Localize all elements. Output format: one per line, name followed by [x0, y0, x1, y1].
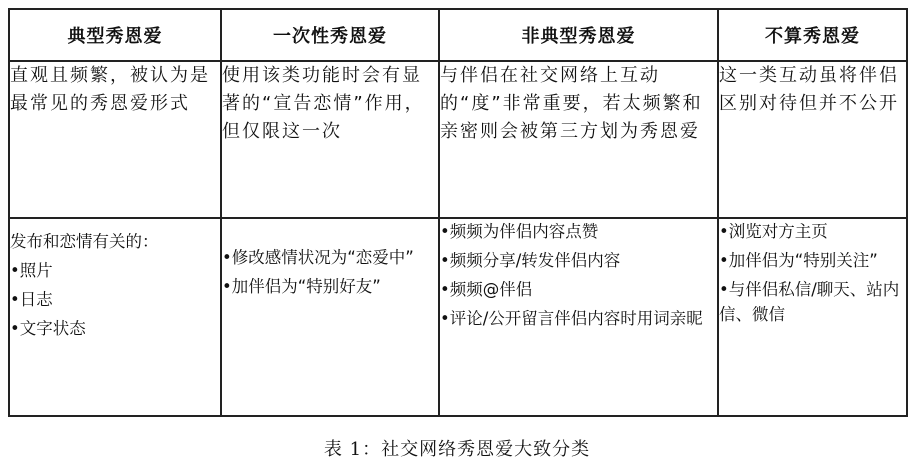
- classification-table: [8, 8, 908, 417]
- list-item: •浏览对方主页: [719, 222, 828, 241]
- description-not-counted: 这一类互动虽将伴侣区别对待但并不公开: [718, 61, 907, 218]
- table-examples-row: [9, 218, 907, 416]
- examples-atypical: [439, 218, 718, 416]
- table-header-row: [9, 9, 907, 61]
- list-item: •频频为伴侣内容点赞: [440, 222, 599, 241]
- description-one-time: 使用该类功能时会有显著的“宣告恋情”作用，但仅限这一次: [221, 61, 439, 218]
- examples-list: [440, 219, 717, 331]
- table-description-row: [9, 61, 907, 218]
- list-item: •频频@伴侣: [440, 280, 533, 299]
- table-caption: 表 1：社交网络秀恩爱大致分类: [323, 439, 591, 460]
- examples-typical: [9, 218, 221, 416]
- list-item: •加伴侣为“特别好友”: [222, 277, 381, 296]
- examples-intro: 发布和恋情有关的：: [10, 232, 159, 251]
- header-atypical: 非典型秀恩爱: [439, 9, 718, 61]
- examples-one-time: [221, 218, 439, 416]
- list-item: •文字状态: [10, 319, 86, 338]
- header-one-time: 一次性秀恩爱: [221, 9, 439, 61]
- examples-not-counted: [718, 218, 907, 416]
- list-item: •修改感情状况为“恋爱中”: [222, 248, 414, 267]
- list-item: •加伴侣为“特别关注”: [719, 251, 878, 270]
- list-item: •评论/公开留言伴侣内容时用词亲昵: [440, 309, 703, 328]
- examples-list: [10, 258, 220, 341]
- examples-list: [222, 245, 438, 299]
- examples-list: [719, 219, 906, 327]
- description-typical: 直观且频繁，被认为是最常见的秀恩爱形式: [9, 61, 221, 218]
- list-item: •与伴侣私信/聊天、站内信、微信: [719, 280, 900, 324]
- list-item: •照片: [10, 261, 53, 280]
- description-atypical: 与伴侣在社交网络上互动的“度”非常重要，若太频繁和亲密则会被第三方划为秀恩爱: [439, 61, 718, 218]
- header-typical: 典型秀恩爱: [9, 9, 221, 61]
- header-not-counted: 不算秀恩爱: [718, 9, 907, 61]
- list-item: •频频分享/转发伴侣内容: [440, 251, 621, 270]
- list-item: •日志: [10, 290, 53, 309]
